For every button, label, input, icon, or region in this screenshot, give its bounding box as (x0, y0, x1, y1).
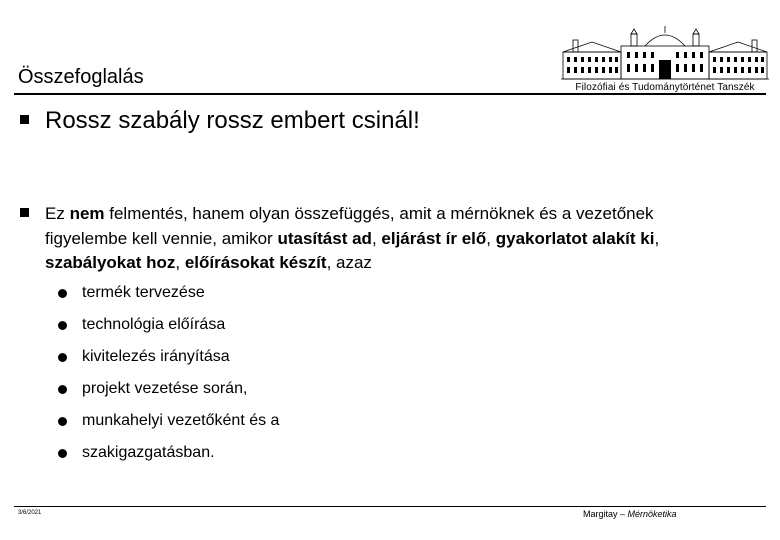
round-bullet-icon (58, 353, 67, 362)
headline: Rossz szabály rossz embert csinál! (45, 107, 420, 134)
title-divider (14, 93, 766, 95)
square-bullet-icon (20, 208, 29, 217)
round-bullet-icon (58, 289, 67, 298)
square-bullet-icon (20, 115, 29, 124)
slide-title: Összefoglalás (18, 66, 144, 88)
round-bullet-icon (58, 417, 67, 426)
footer-divider (14, 506, 766, 507)
university-logo (559, 24, 771, 96)
round-bullet-icon (58, 385, 67, 394)
round-bullet-icon (58, 321, 67, 330)
footer-date: 3/6/2021 (18, 510, 42, 516)
department-caption: Filozófiai és Tudománytörténet Tanszék (575, 82, 755, 93)
building-illustration (559, 24, 771, 82)
round-bullet-icon (58, 449, 67, 458)
main-paragraph: Ez nem felmentés, hanem olyan összefüggés, amit a mérnöknek és a vezetőnek figyelembe kell vennie, amikor utasítást ad, eljárást ír elő, gyakorlatot alakít ki, szabályokat hoz, előírásokat készít, azaz (45, 204, 660, 272)
footer-author: Margitay – Mérnöketika (583, 509, 677, 519)
